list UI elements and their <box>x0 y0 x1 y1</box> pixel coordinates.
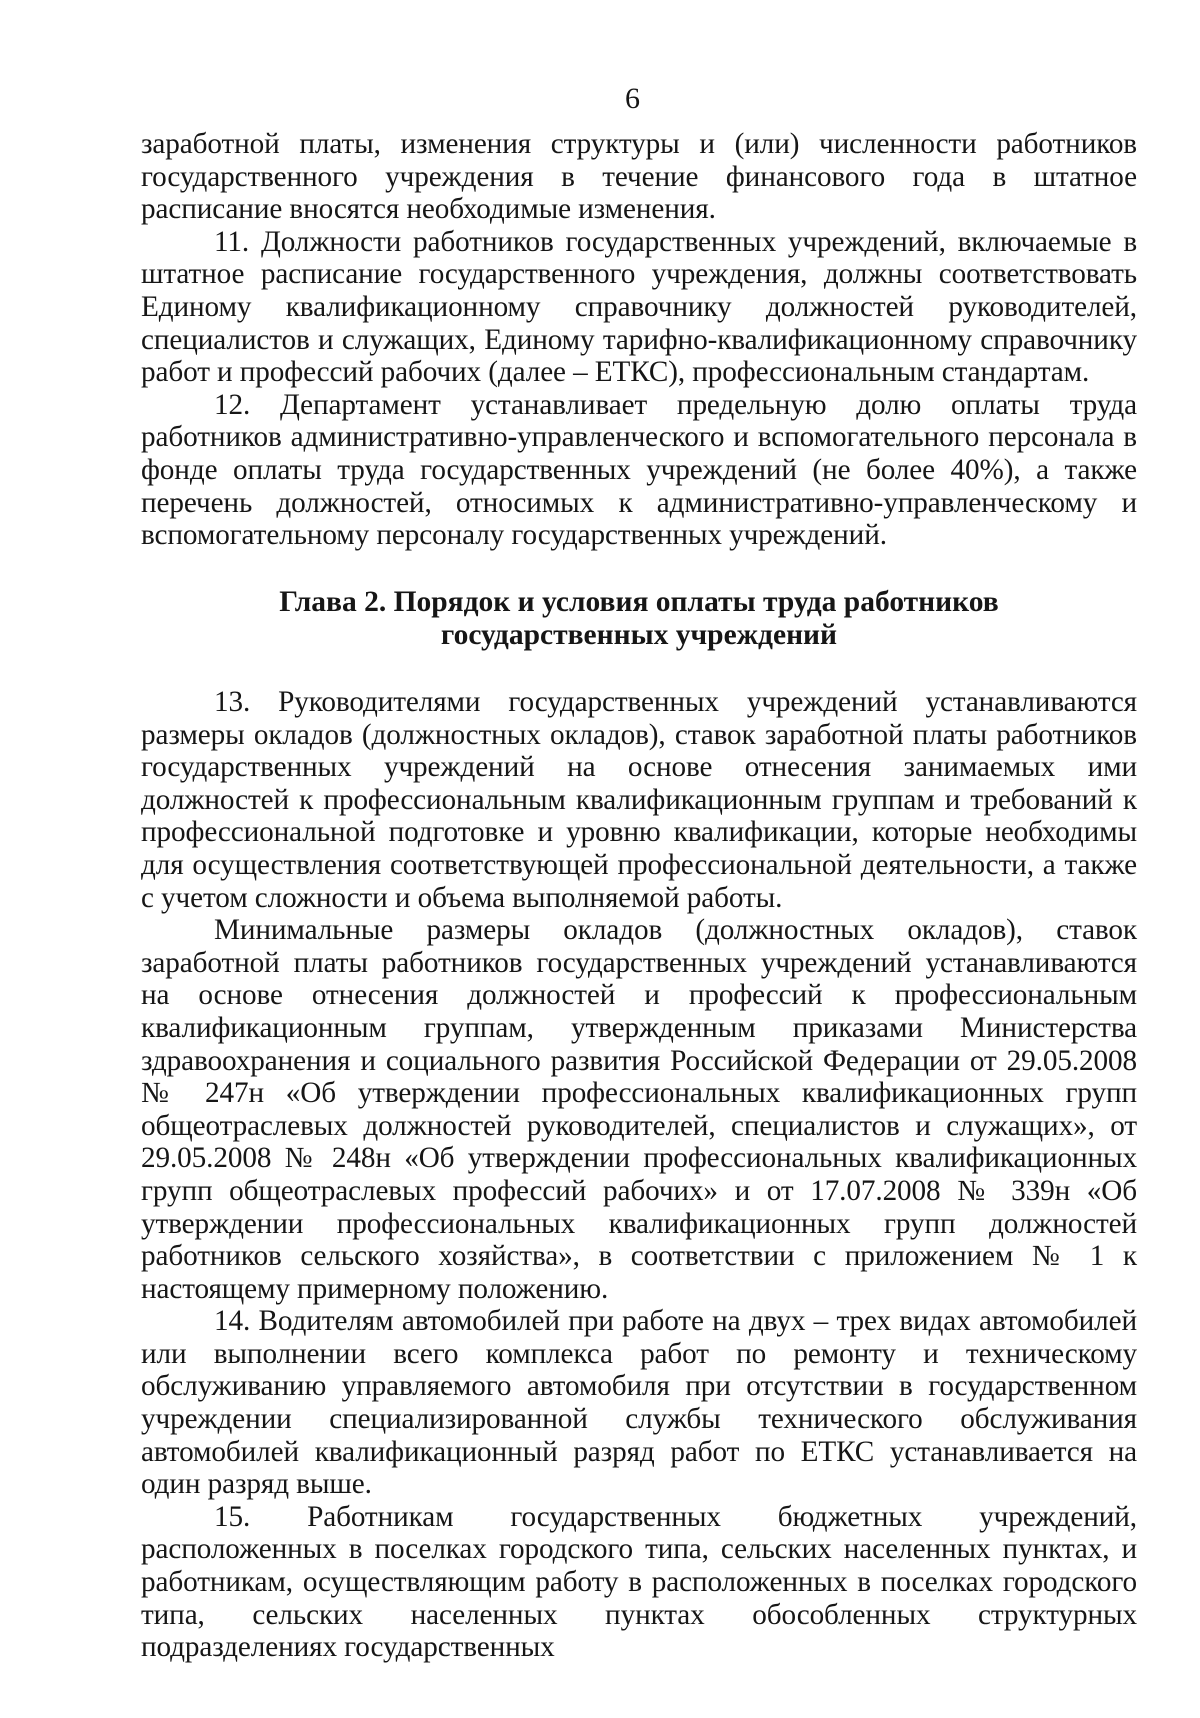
paragraph-13: 13. Руководителями государственных учреждений устанавливаются размеры окладов (должностных окладов), ставок заработной платы работников государственных учреждений на основе отнесения занимаемых ими должностей к профессиональным квалификационным группам и требований к профессиональной подготовке и уровню квалификации, которые необходимы для осуществления соответствующей профессиональной деятельности, а также с учетом сложности и объема выполняемой работы. <box>141 686 1137 914</box>
page-number: 6 <box>625 82 640 115</box>
body-text-chapter-2 <box>141 686 1137 1664</box>
paragraph-15: 15. Работникам государственных бюджетных учреждений, расположенных в поселках городского типа, сельских населенных пунктах, и работникам, осуществляющим работу в расположенных в поселках городского типа, сельских населенных пунктах обособленных структурных подразделениях государственных <box>141 1500 1137 1664</box>
chapter-heading-line-1: Глава 2. Порядок и условия оплаты труда работников <box>279 586 999 618</box>
chapter-heading <box>141 586 1137 652</box>
body-text-top <box>141 128 1137 552</box>
chapter-heading-line-2: государственных учреждений <box>440 619 838 651</box>
paragraph: заработной платы, изменения структуры и (или) численности работников государственного учреждения в течение финансового года в штатное расписание вносятся необходимые изменения. <box>141 128 1137 226</box>
paragraph-12: 12. Департамент устанавливает предельную долю оплаты труда работников административно-управленческого и вспомогательного персонала в фонде оплаты труда государственных учреждений (не более 40%), а также перечень должностей, относимых к административно-управленческому и вспомогательному персоналу государственных учреждений. <box>141 388 1137 552</box>
paragraph-14: 14. Водителям автомобилей при работе на двух – трех видах автомобилей или выполнении всего комплекса работ по ремонту и техническому обслуживанию управляемого автомобиля при отсутствии в государственном учреждении специализированной службы технического обслуживания автомобилей квалификационный разряд работ по ЕТКС устанавливается на один разряд выше. <box>141 1305 1137 1501</box>
paragraph-11: 11. Должности работников государственных учреждений, включаемые в штатное расписание государственного учреждения, должны соответствовать Единому квалификационному справочнику должностей руководителей, специалистов и служащих, Единому тарифно-квалификационному справочнику работ и профессий рабочих (далее – ЕТКС), профессиональным стандартам. <box>141 225 1137 389</box>
paragraph-13-minimal-salaries: Минимальные размеры окладов (должностных окладов), ставок заработной платы работников государственных учреждений устанавливаются на основе отнесения должностей и профессий к профессиональным квалификационным группам, утвержденным приказами Министерства здравоохранения и социального развития Российской Федерации от 29.05.2008 № 247н «Об утверждении профессиональных квалификационных групп общеотраслевых должностей руководителей, специалистов и служащих», от 29.05.2008 № 248н «Об утверждении профессиональных квалификационных групп общеотраслевых профессий рабочих» и от 17.07.2008 № 339н «Об утверждении профессиональных квалификационных групп должностей работников сельского хозяйства», в соответствии с приложением № 1 к настоящему примерному положению. <box>141 914 1137 1305</box>
